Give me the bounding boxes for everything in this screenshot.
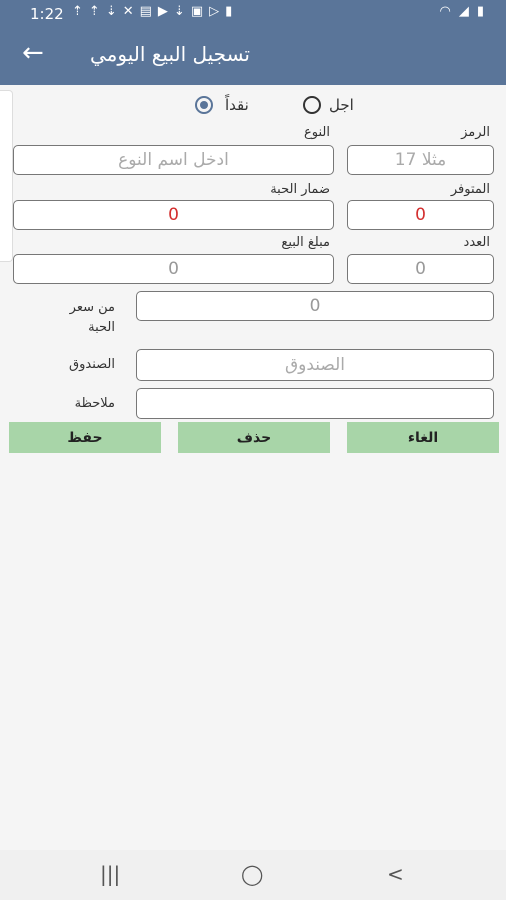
nav-back-icon[interactable]: < [387,862,404,886]
recent-apps-icon[interactable]: ||| [100,862,121,886]
available-field[interactable]: 0 [347,200,494,230]
system-icons [440,4,485,19]
system-nav-bar [0,850,506,900]
box-input[interactable]: الصندوق [136,349,494,381]
cancel-button[interactable]: الغاء [347,422,499,453]
upload-icon: ⇡ [88,4,100,19]
play-store-icon: ▷ [209,4,220,19]
sale-amount-label: مبلغ البيع [281,235,330,250]
note-input[interactable] [136,388,494,419]
back-arrow-icon[interactable]: ← [22,38,44,68]
sale-amount-input[interactable]: 0 [13,254,334,284]
count-label: العدد [463,235,490,250]
payment-cash-option[interactable] [195,93,249,117]
youtube-icon: ▶ [157,4,168,19]
payment-credit-option[interactable] [303,93,354,117]
card-icon: ▤ [139,4,152,19]
available-label: المتوفر [450,182,490,197]
save-button[interactable]: حفظ [9,422,161,453]
app-bar [0,28,506,85]
signal-icon: ◢ [458,4,469,19]
radio-selected-icon[interactable] [195,96,213,114]
code-input[interactable]: مثلا 17 [347,145,494,175]
side-card [0,90,13,262]
missed-call-icon: ✕ [122,4,134,19]
page-title: تسجيل البيع اليومي [90,42,250,66]
count-input[interactable]: 0 [347,254,494,284]
code-label: الرمز [461,125,490,140]
home-icon[interactable]: ◯ [241,862,264,886]
status-time: 1:22 [30,5,64,23]
download-icon: ⇣ [105,4,117,19]
storage-icon: ▮ [225,4,233,19]
unit-price-label: من سعر الحبة [69,300,115,335]
unit-price-input[interactable]: 0 [136,291,494,321]
box-label: الصندوق [69,357,115,372]
type-input[interactable]: ادخل اسم النوع [13,145,334,175]
status-bar [0,0,506,28]
radio-unselected-icon[interactable] [303,96,321,114]
wifi-icon: ◠ [439,4,451,19]
delete-button[interactable]: حذف [178,422,330,453]
type-label: النوع [304,125,330,140]
unit-loss-field[interactable]: 0 [13,200,334,230]
payment-credit-label: اجل [329,96,354,114]
download-icon: ⇣ [173,4,185,19]
unit-loss-label: ضمار الحبة [270,182,330,197]
payment-cash-label: نقداً [225,96,249,114]
notification-icons [72,4,232,19]
upload-icon: ⇡ [72,4,83,19]
image-icon: ▣ [190,4,204,19]
note-label: ملاحظة [74,396,115,411]
battery-icon: ▮ [476,4,484,19]
